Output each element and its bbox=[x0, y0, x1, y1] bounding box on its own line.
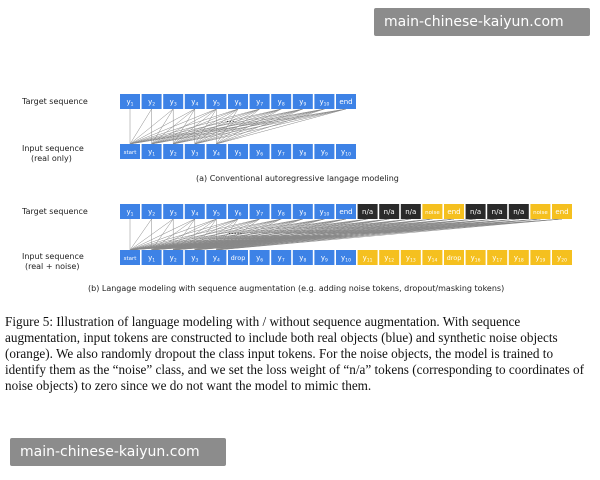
panel-a-input-label-line2: (real only) bbox=[31, 154, 72, 163]
token-b-target-12 bbox=[379, 204, 399, 219]
token-a-target-10 bbox=[336, 94, 356, 109]
token-b-input-1 bbox=[142, 250, 162, 265]
token-b-input-16 bbox=[466, 250, 486, 265]
token-b-input-0 bbox=[120, 250, 140, 265]
token-b-target-13 bbox=[401, 204, 421, 219]
token-b-input-8 bbox=[293, 250, 313, 265]
figure-diagram bbox=[0, 78, 600, 303]
panel-a-input-tokens bbox=[120, 144, 356, 159]
token-label: start bbox=[123, 150, 137, 156]
token-label: $y_{12}$ bbox=[384, 254, 395, 264]
token-label: $y_{10}$ bbox=[319, 208, 330, 218]
token-a-target-2 bbox=[163, 94, 183, 109]
token-b-target-10 bbox=[336, 204, 356, 219]
panel-a-connection-lines bbox=[130, 109, 346, 144]
token-label: $y_{10}$ bbox=[319, 98, 330, 108]
token-b-input-11 bbox=[358, 250, 378, 265]
panel-b-input-label-line1: Input sequence bbox=[22, 252, 84, 261]
token-label: $y_1$ bbox=[148, 254, 156, 264]
token-b-target-2 bbox=[163, 204, 183, 219]
token-label: $y_4$ bbox=[212, 148, 220, 158]
token-a-input-0 bbox=[120, 144, 140, 159]
token-label: n/a bbox=[362, 208, 374, 216]
token-b-target-5 bbox=[228, 204, 248, 219]
panel-a-ellipsis: ... bbox=[226, 115, 235, 125]
token-b-target-1 bbox=[142, 204, 162, 219]
token-label: $y_9$ bbox=[320, 148, 328, 158]
token-label: $y_7$ bbox=[277, 148, 285, 158]
connection-line bbox=[173, 109, 195, 144]
token-label: start bbox=[123, 256, 137, 262]
token-label: $y_3$ bbox=[191, 254, 199, 264]
panel-a-caption: (a) Conventional autoregressive langage modeling bbox=[196, 174, 399, 183]
token-label: $y_8$ bbox=[277, 208, 285, 218]
token-b-target-11 bbox=[358, 204, 378, 219]
token-label: $y_{16}$ bbox=[470, 254, 481, 264]
token-b-target-7 bbox=[271, 204, 291, 219]
token-a-target-5 bbox=[228, 94, 248, 109]
token-b-input-9 bbox=[314, 250, 334, 265]
panel-a-target-label: Target sequence bbox=[22, 97, 88, 106]
token-label: $y_7$ bbox=[277, 254, 285, 264]
token-b-target-6 bbox=[250, 204, 270, 219]
token-label: $y_2$ bbox=[169, 254, 177, 264]
token-b-target-8 bbox=[293, 204, 313, 219]
token-a-input-2 bbox=[163, 144, 183, 159]
token-label: $y_4$ bbox=[212, 254, 220, 264]
token-a-target-4 bbox=[206, 94, 226, 109]
token-label: drop bbox=[446, 254, 462, 262]
token-label: $y_2$ bbox=[148, 98, 156, 108]
token-b-input-17 bbox=[487, 250, 507, 265]
token-label: $y_6$ bbox=[234, 208, 242, 218]
token-b-target-14 bbox=[422, 204, 442, 219]
panel-b-input-tokens bbox=[120, 250, 572, 265]
token-b-target-18 bbox=[509, 204, 529, 219]
token-b-input-2 bbox=[163, 250, 183, 265]
watermark-top: main-chinese-kaiyun.com bbox=[374, 8, 590, 36]
token-label: end bbox=[555, 208, 569, 216]
token-label: $y_7$ bbox=[256, 208, 264, 218]
token-label: end bbox=[339, 208, 353, 216]
watermark-bottom: main-chinese-kaiyun.com bbox=[10, 438, 226, 466]
token-b-target-16 bbox=[466, 204, 486, 219]
token-label: n/a bbox=[470, 208, 482, 216]
token-a-input-8 bbox=[293, 144, 313, 159]
token-a-input-6 bbox=[250, 144, 270, 159]
token-b-input-14 bbox=[422, 250, 442, 265]
token-b-input-10 bbox=[336, 250, 356, 265]
token-label: $y_6$ bbox=[234, 98, 242, 108]
token-label: $y_5$ bbox=[212, 98, 220, 108]
token-b-input-13 bbox=[401, 250, 421, 265]
token-b-input-12 bbox=[379, 250, 399, 265]
token-label: end bbox=[339, 98, 353, 106]
token-label: $y_{20}$ bbox=[557, 254, 567, 264]
token-b-target-0 bbox=[120, 204, 140, 219]
connection-line bbox=[130, 219, 152, 250]
token-label: $y_{14}$ bbox=[427, 254, 438, 264]
connection-line bbox=[216, 109, 259, 144]
token-a-target-0 bbox=[120, 94, 140, 109]
token-label: noise bbox=[533, 210, 548, 216]
token-label: $y_9$ bbox=[299, 98, 307, 108]
token-a-input-7 bbox=[271, 144, 291, 159]
connection-line bbox=[195, 109, 217, 144]
panel-a-input-label-line1: Input sequence bbox=[22, 144, 84, 153]
token-label: $y_9$ bbox=[320, 254, 328, 264]
token-b-input-4 bbox=[206, 250, 226, 265]
token-label: $y_6$ bbox=[256, 148, 264, 158]
token-b-target-9 bbox=[314, 204, 334, 219]
token-label: $y_{17}$ bbox=[492, 254, 503, 264]
token-label: $y_{11}$ bbox=[362, 254, 373, 264]
token-a-input-5 bbox=[228, 144, 248, 159]
token-label: $y_4$ bbox=[191, 208, 199, 218]
token-a-target-1 bbox=[142, 94, 162, 109]
token-label: n/a bbox=[383, 208, 395, 216]
token-label: $y_6$ bbox=[256, 254, 264, 264]
token-label: drop bbox=[230, 254, 246, 262]
token-label: $y_8$ bbox=[299, 254, 307, 264]
token-label: $y_3$ bbox=[169, 98, 177, 108]
panel-a-target-tokens bbox=[120, 94, 356, 109]
token-label: $y_1$ bbox=[126, 98, 134, 108]
token-label: $y_8$ bbox=[299, 148, 307, 158]
token-b-target-19 bbox=[530, 204, 550, 219]
token-label: $y_{10}$ bbox=[341, 254, 351, 264]
token-label: $y_5$ bbox=[212, 208, 220, 218]
token-label: $y_5$ bbox=[234, 148, 242, 158]
token-a-target-3 bbox=[185, 94, 205, 109]
panel-b-target-tokens bbox=[120, 204, 572, 219]
token-b-input-15 bbox=[444, 250, 464, 265]
token-b-input-18 bbox=[509, 250, 529, 265]
panel-b bbox=[21, 204, 572, 293]
token-b-target-3 bbox=[185, 204, 205, 219]
panel-a bbox=[21, 94, 399, 183]
token-b-target-4 bbox=[206, 204, 226, 219]
panel-b-target-label: Target sequence bbox=[22, 207, 88, 216]
token-a-input-9 bbox=[314, 144, 334, 159]
token-b-input-3 bbox=[185, 250, 205, 265]
token-label: $y_1$ bbox=[126, 208, 134, 218]
token-label: n/a bbox=[513, 208, 525, 216]
token-label: $y_2$ bbox=[169, 148, 177, 158]
figure-caption: Figure 5: Illustration of language modeling with / without sequence augmentation. With sequence augmentation, input tokens are constructed to include both real objects (blue) and synthetic noise objects (orange). We also randomly dropout the class input tokens. For the noise objects, the model is trained to identify them as the “noise” class, and we set the loss weight of “n/a” tokens (corresponding to coordinates of noise objects) to zero since we do not want the model to mimic them. bbox=[5, 314, 584, 393]
token-b-input-5 bbox=[228, 250, 248, 265]
token-a-input-10 bbox=[336, 144, 356, 159]
token-label: end bbox=[447, 208, 461, 216]
token-label: noise bbox=[425, 210, 440, 216]
token-b-input-20 bbox=[552, 250, 572, 265]
token-label: $y_2$ bbox=[148, 208, 156, 218]
token-b-input-6 bbox=[250, 250, 270, 265]
token-label: n/a bbox=[491, 208, 503, 216]
token-label: $y_{10}$ bbox=[341, 148, 351, 158]
token-label: $y_{19}$ bbox=[535, 254, 546, 264]
token-label: n/a bbox=[405, 208, 417, 216]
token-b-input-7 bbox=[271, 250, 291, 265]
token-label: $y_3$ bbox=[169, 208, 177, 218]
token-label: $y_1$ bbox=[148, 148, 156, 158]
token-b-input-19 bbox=[530, 250, 550, 265]
token-a-target-9 bbox=[314, 94, 334, 109]
token-b-target-20 bbox=[552, 204, 572, 219]
token-label: $y_8$ bbox=[277, 98, 285, 108]
token-b-target-15 bbox=[444, 204, 464, 219]
token-b-target-17 bbox=[487, 204, 507, 219]
panel-b-connection-lines bbox=[130, 219, 562, 250]
token-a-input-1 bbox=[142, 144, 162, 159]
token-a-target-7 bbox=[271, 94, 291, 109]
token-label: $y_3$ bbox=[191, 148, 199, 158]
token-a-target-8 bbox=[293, 94, 313, 109]
panel-b-ellipsis: ..... bbox=[228, 227, 243, 237]
token-a-input-4 bbox=[206, 144, 226, 159]
token-label: $y_7$ bbox=[256, 98, 264, 108]
panel-b-input-label-line2: (real + noise) bbox=[25, 262, 80, 271]
token-a-target-6 bbox=[250, 94, 270, 109]
connection-line bbox=[130, 109, 152, 144]
token-label: $y_{18}$ bbox=[513, 254, 524, 264]
panel-b-caption: (b) Langage modeling with sequence augmentation (e.g. adding noise tokens, dropout/masking tokens) bbox=[88, 284, 505, 293]
token-a-input-3 bbox=[185, 144, 205, 159]
token-label: $y_9$ bbox=[299, 208, 307, 218]
token-label: $y_4$ bbox=[191, 98, 199, 108]
token-label: $y_{13}$ bbox=[405, 254, 416, 264]
